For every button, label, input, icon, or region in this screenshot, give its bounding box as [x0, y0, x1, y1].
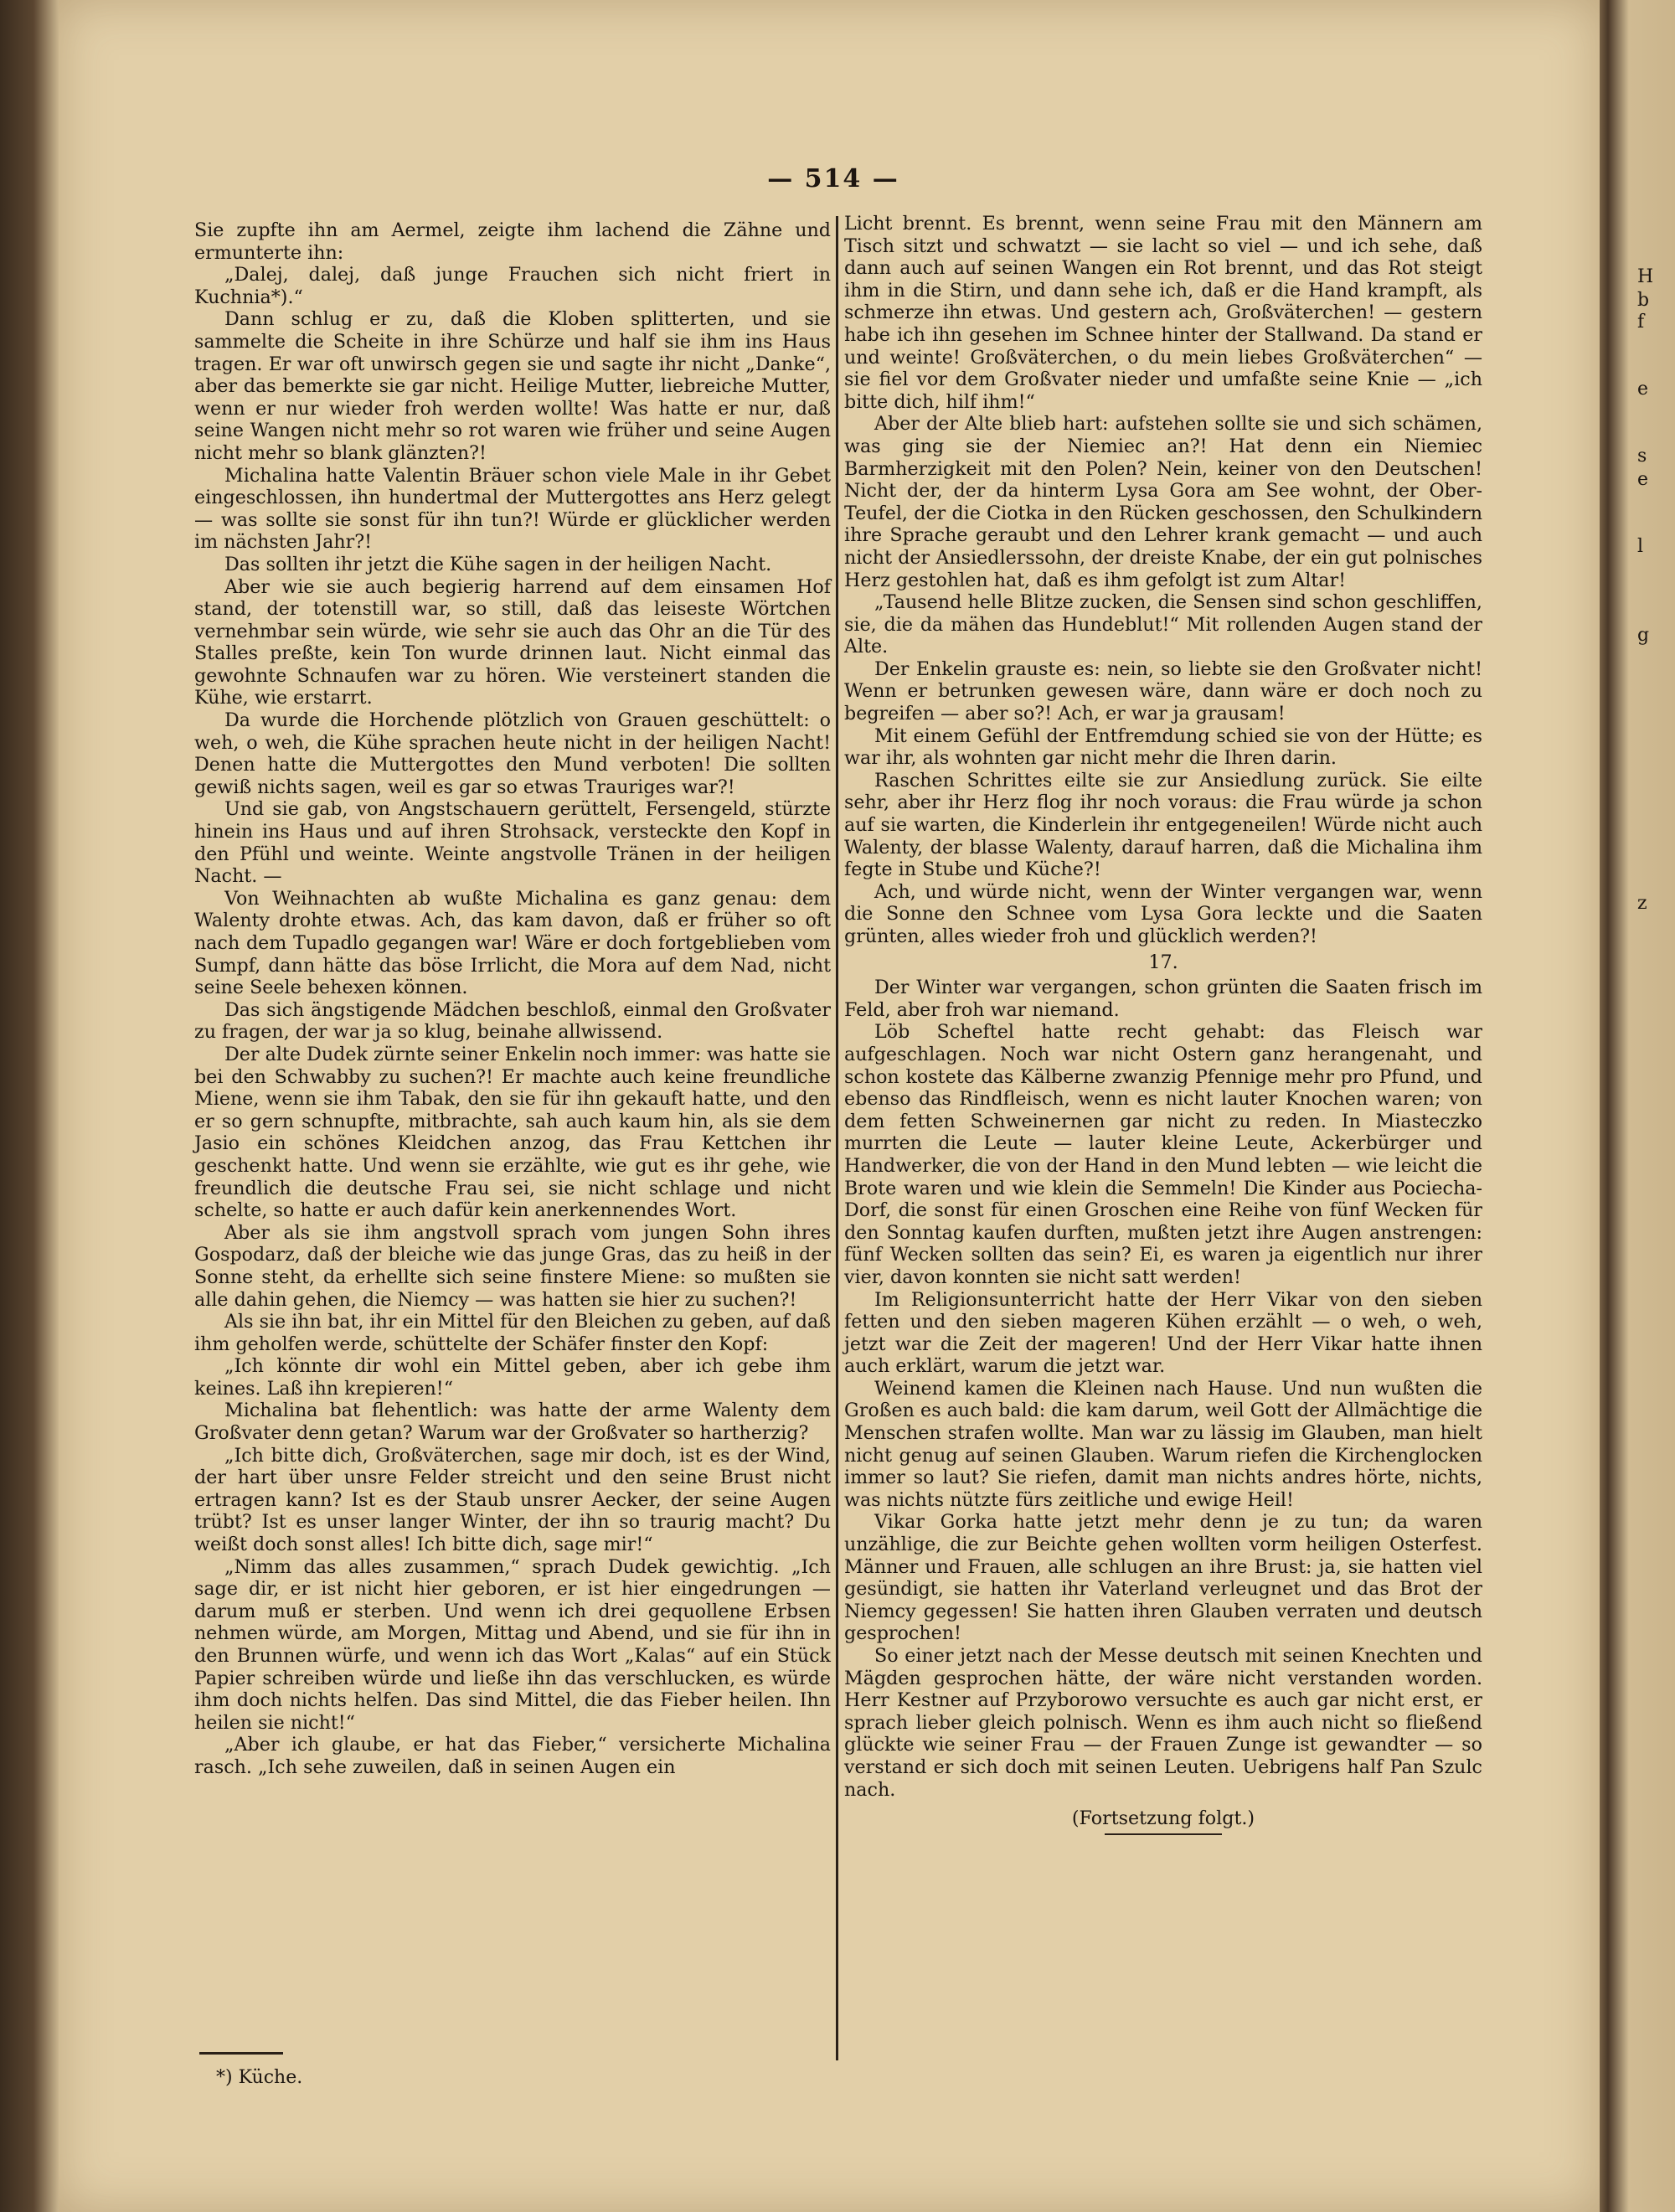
paragraph: Das sich ängstigende Mädchen beschloß, einmal den Großvater zu fragen, der war ja so klug, beinahe allwissend. — [194, 998, 831, 1044]
paragraph: „Nimm das alles zusammen,“ sprach Dudek gewichtig. „Ich sage dir, er ist nicht hier geboren, er ist hier eingedrungen — darum muß er sterben. Und wenn ich drei gequollene Erbsen nehmen würde, am Morgen, Mittag und Abend, und sie für ihn in den Brunnen würfe, und wenn ich das Wort „Kalas“ auf ein Stück Papier schreiben würde und ließe ihn das verschlucken, es würde ihm doch nichts helfen. Das sind Mittel, die das Fieber heilen. Ihn heilen sie nicht!“ — [194, 1555, 831, 1734]
paragraph: Löb Scheftel hatte recht gehabt: das Fleisch war aufgeschlagen. Noch war nicht Ostern ganz herangenaht, und schon kostete das Kälberne zwanzig Pfennige mehr pro Pfund, und ebenso das Rindfleisch, wenn es nicht lauter Knochen waren; von dem fetten Schweinernen gar nicht zu reden. In Miasteczko murrten die Leute — lauter kleine Leute, Ackerbürger und Handwerker, die von der Hand in den Mund lebten — wie leicht die Brote waren und wie klein die Semmeln! Die Kinder aus Pociecha-Dorf, die sonst für einen Groschen eine Reihe von fünf Wecken für den Sonntag kaufen durften, mußten jetzt ihre Augen anstrengen: fünf Wecken sollten das sein? Ei, es waren ja eigentlich nur ihrer vier, davon konnten sie nicht satt werden! — [844, 1021, 1482, 1288]
next-page-letter: e — [1637, 379, 1649, 400]
continuation-note: (Fortsetzung folgt.) — [1071, 1807, 1255, 1830]
paragraph: Das sollten ihr jetzt die Kühe sagen in der heiligen Nacht. — [224, 553, 772, 575]
paragraph: Der alte Dudek zürnte seiner Enkelin noch immer: was hatte sie bei den Schwabby zu suchen?! Er machte auch keine freundliche Miene, wenn sie ihm Tabak, den sie für ihn gekauft hatte, und den er so gern schnupfte, mitbrachte, sah auch kaum hin, als sie dem Jasio ein schönes Kleidchen anzog, das Frau Kettchen ihr geschenkt hatte. Und wenn sie erzählte, wie gut es ihr gehe, wie freundlich die deutsche Frau sei, sie nicht schlage und nicht schelte, so hatte er auch dafür kein anerkennendes Wort. — [194, 1043, 831, 1222]
next-page-letter: b — [1637, 290, 1650, 311]
paragraph: Von Weihnachten ab wußte Michalina es ganz genau: dem Walenty drohte etwas. Ach, das kam davon, daß er früher so oft nach dem Tupadlo gegangen war! Wäre er doch fortgeblieben vom Sumpf, dann hätte das böse Irrlicht, die Mora auf dem Nad, nicht seine Seele behexen können. — [194, 887, 831, 999]
paragraph: Aber als sie ihm angstvoll sprach vom jungen Sohn ihres Gospodarz, daß der bleiche wie das junge Gras, das zu heiß in der Sonne steht, da erhellte sich seine finstere Miene: so mußten sie alle dahin gehen, die Niemcy — was hatten sie hier zu suchen?! — [194, 1221, 831, 1311]
next-page-letter: l — [1637, 536, 1644, 557]
next-page-letter: H — [1637, 266, 1654, 287]
paragraph: Und sie gab, von Angstschauern gerüttelt, Fersengeld, stürzte hinein ins Haus und auf ihren Strohsack, versteckte den Kopf in den Pfühl und weinte. Weinte angstvolle Tränen in der heiligen Nacht. — — [194, 798, 831, 888]
paragraph: „Dalej, dalej, daß junge Frauchen sich nicht friert in Kuchnia*).“ — [194, 264, 831, 308]
paragraph: Aber wie sie auch begierig harrend auf dem einsamen Hof stand, der totenstill war, so still, daß das leiseste Wörtchen vernehmbar sein würde, wie sehr sie auch das Ohr an die Tür des Stalles preßte, kein Ton wurde drinnen laut. Nicht einmal das gewohnte Schnaufen war zu hören. Wie versteinert standen die Kühe, wie erstarrt. — [194, 575, 831, 709]
paragraph: Im Religionsunterricht hatte der Herr Vikar von den sieben fetten und den sieben mageren Kühen erzählt — o weh, o weh, jetzt war die Zeit der mageren! Und der Herr Vikar hatte ihnen auch erklärt, warum die jetzt war. — [844, 1288, 1482, 1378]
right-column — [844, 213, 1482, 1835]
next-page-letter: f — [1637, 312, 1645, 333]
chapter-number: 17. — [1148, 951, 1178, 973]
paragraph: Aber der Alte blieb hart: aufstehen sollte sie und sich schämen, was ging sie der Niemiec an?! Hat denn ein Niemiec Barmherzigkeit mit den Polen? Nein, keiner von den Deutschen! Nicht der, der da hinterm Lysa Gora am See wohnt, der Ober-Teufel, der die Ciotka in den Rücken geschossen, den Schulkindern ihre Sprache geraubt und den Lehrer krank gemacht — und auch nicht der Ansiedlerssohn, der dreiste Knabe, der ein gut polnisches Herz gestohlen hat, daß es ihm gefolgt ist zum Altar! — [844, 413, 1482, 591]
next-page-letter: g — [1637, 625, 1650, 646]
column-divider — [836, 216, 838, 2060]
continuation-rule — [1105, 1833, 1222, 1835]
paragraph: „Aber ich glaube, er hat das Fieber,“ versicherte Michalina rasch. „Ich sehe zuweilen, daß in seinen Augen ein — [194, 1734, 831, 1778]
paragraph: Weinend kamen die Kleinen nach Hause. Und nun wußten die Großen es auch bald: die kam darum, weil Gott der Allmächtige die Menschen strafen wollte. Man war zu lässig im Glauben, man hielt nicht genug auf seinen Glauben. Warum riefen die Kirchenglocken immer so laut? Sie riefen, damit man nichts andres hörte, nichts, was nichts nützte fürs zeitliche und ewige Heil! — [844, 1377, 1482, 1511]
paragraph: Ach, und würde nicht, wenn der Winter vergangen war, wenn die Sonne den Schnee vom Lysa Gora leckte und die Saaten grünten, alles wieder froh und glücklich werden?! — [844, 880, 1482, 947]
paragraph: „Ich könnte dir wohl ein Mittel geben, aber ich gebe ihm keines. Laß ihn krepieren!“ — [194, 1355, 831, 1400]
paragraph: Da wurde die Horchende plötzlich von Grauen geschüttelt: o weh, o weh, die Kühe sprachen heute nicht in der heiligen Nacht! Denen hatte die Muttergottes den Mund verboten! Die sollten gewiß nichts sagen, weil es gar so etwas Trauriges war?! — [194, 709, 831, 798]
left-column — [194, 219, 831, 1779]
paragraph: Michalina hatte Valentin Bräuer schon viele Male in ihr Gebet eingeschlossen, ihn hundertmal der Muttergottes ans Herz gelegt — was sollte sie sonst für ihn tun?! Würde er glücklicher werden im nächsten Jahr?! — [194, 464, 831, 554]
paragraph: Mit einem Gefühl der Entfremdung schied sie von der Hütte; es war ihr, als wohnten gar nicht mehr die Ihren darin. — [844, 724, 1482, 770]
paragraph: Raschen Schrittes eilte sie zur Ansiedlung zurück. Sie eilte sehr, aber ihr Herz flog ihr noch voraus: die Frau würde ja schon auf sie warten, die Kinderlein ihr entgegeneilen! Würde nicht auch Walenty, der blasse Walenty, darauf harren, daß die Michalina ihm fegte in Stube und Küche?! — [844, 769, 1482, 881]
paragraph: „Tausend helle Blitze zucken, die Sensen sind schon geschliffen, sie, die da mähen das Hundeblut!“ Mit rollenden Augen stand der Alte. — [844, 591, 1482, 658]
page-number: — 514 — — [767, 164, 899, 193]
next-page-edge — [1629, 0, 1675, 2212]
footnote-rule — [199, 2052, 283, 2055]
footnote: *) Küche. — [216, 2067, 303, 2088]
paragraph: Der Winter war vergangen, schon grünten die Saaten frisch im Feld, aber froh war niemand. — [844, 977, 1482, 1021]
paragraph: „Ich bitte dich, Großväterchen, sage mir doch, ist es der Wind, der hart über unsre Felder streicht und den seine Brust nicht ertragen kann? Ist es der Staub unsrer Aecker, der seine Augen trübt? Ist es unser langer Winter, der ihn so traurig macht? Du weißt doch sonst alles! Ich bitte dich, sage mir!“ — [194, 1444, 831, 1556]
paragraph: Michalina bat flehentlich: was hatte der arme Walenty dem Großvater denn getan? Warum war der Großvater so hartherzig? — [194, 1400, 831, 1445]
paragraph: Der Enkelin grauste es: nein, so liebte sie den Großvater nicht! Wenn er betrunken gewesen wäre, dann wäre er doch noch zu begreifen — aber so?! Ach, er war ja grausam! — [844, 657, 1482, 725]
paragraph: Sie zupfte ihn am Aermel, zeigte ihm lachend die Zähne und ermunterte ihn: — [194, 219, 831, 264]
next-page-letter: e — [1637, 469, 1649, 490]
paragraph: So einer jetzt nach der Messe deutsch mit seinen Knechten und Mägden gesprochen hätte, der wäre nicht verstanden worden. Herr Kestner auf Przyborowo versuchte es auch gar nicht erst, er sprach lieber gleich polnisch. Wenn es ihm auch nicht so fließend glückte wie seiner Frau — der Frauen Zunge ist gewandter — so verstand er sich doch mit seinen Leuten. Uebrigens half Pan Szulc nach. — [844, 1645, 1482, 1801]
paragraph: Dann schlug er zu, daß die Kloben splitterten, und sie sammelte die Scheite in ihre Schürze und half sie ihm ins Haus tragen. Er war oft unwirsch gegen sie und sagte ihr nicht „Danke“, aber das bemerkte sie gar nicht. Heilige Mutter, liebreiche Mutter, wenn er nur wieder froh werden wollte! Was hatte er nur, daß seine Wangen nicht mehr so rot waren wie früher und seine Augen nicht mehr so blank glänzten?! — [194, 308, 831, 464]
paragraph: Vikar Gorka hatte jetzt mehr denn je zu tun; da waren unzählige, die zur Beichte gehen wollten vorm heiligen Osterfest. Männer und Frauen, alle schlugen an ihre Brust: ja, sie hatten viel gesündigt, sie hatten ihr Vaterland verleugnet und das Brot der Niemcy gegessen! Sie hatten ihren Glauben verraten und deutsch gesprochen! — [844, 1511, 1482, 1645]
paragraph: Licht brennt. Es brennt, wenn seine Frau mit den Männern am Tisch sitzt und schwatzt — sie lacht so viel — und ich sehe, daß dann auch auf seinen Wangen ein Rot brennt, und das Rot steigt ihm in die Stirn, und dann sehe ich, daß er die Hand krampft, als schmerze ihn etwas. Und gestern ach, Großväterchen! — gestern habe ich ihn gesehen im Schnee hinter der Stallwand. Da stand er und weinte! Großväterchen, o du mein liebes Großväterchen“ — sie fiel vor dem Großvater nieder und umfaßte seine Knie — „ich bitte dich, hilf ihm!“ — [844, 213, 1482, 413]
paragraph: Als sie ihn bat, ihr ein Mittel für den Bleichen zu geben, auf daß ihm geholfen werde, schüttelte der Schäfer finster den Kopf: — [194, 1311, 831, 1355]
next-page-letter: z — [1637, 893, 1647, 914]
next-page-letter: s — [1637, 446, 1647, 467]
